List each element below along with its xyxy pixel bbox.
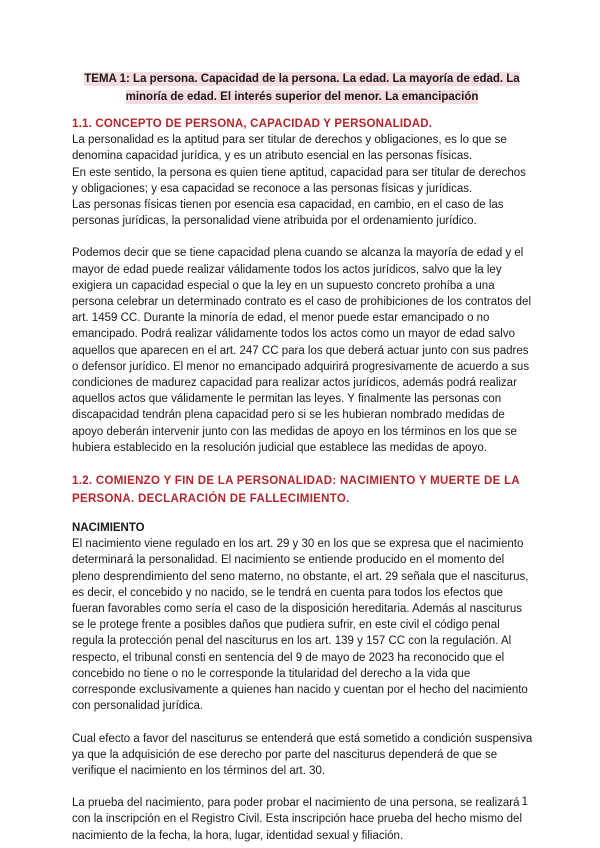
paragraph: La prueba del nacimiento, para poder probar el nacimiento de una persona, se realizará con la inscripción en el Registro Civil. Esta inscripción hace prueba del hecho mismo del nacimiento de la fecha, la hora, lugar, identidad sexual y filiación. [72, 797, 522, 842]
paragraph: La personalidad es la aptitud para ser titular de derechos y obligaciones, es lo que se denomina capacidad jurídica, y es un atributo esencial en las personas físicas. [72, 134, 507, 163]
section-heading-1-2: 1.2. COMIENZO Y FIN DE LA PERSONALIDAD: NACIMIENTO Y MUERTE DE LA PERSONA. DECLARACIÓN DE FALLECIMIENTO. [72, 475, 520, 506]
title-highlight: TEMA 1: La persona. Capacidad de la persona. La edad. La mayoría de edad. La minoría de edad. El interés superior del menor. La emancipación [84, 73, 520, 103]
paragraph: El nacimiento viene regulado en los art. 29 y 30 en los que se expresa que el nacimiento determinará la personalidad. El nacimiento se entiende producido en el momento del pleno desprendimiento del seno materno, no obstante, el art. 29 señala que el nasciturus, es decir, el concebido y no nacido, se le tendrá en cuenta para todos los efectos que fueran favorables como sería el caso de la disposición hereditaria. Además al nasciturus se le protege frente a posibles daños que pudiera sufrir, en este civil el código penal regula la protección penal del nasciturus en los art. 139 y 157 CC con la regulación. Al respecto, el tribunal consti en sentencia del 9 de mayo de 2023 ha reconocido que el concebido no tiene o no le corresponde la titularidad del derecho a la vida que corresponde exclusivamente a quienes han nacido y cuentan por el hecho del nacimiento con personalidad jurídica. [72, 538, 529, 713]
paragraph: En este sentido, la persona es quien tiene aptitud, capacidad para ser titular de derechos y obligaciones; y esa capacidad se reconoce a las personas físicas y jurídicas. [72, 166, 526, 195]
document-body [72, 116, 534, 844]
paragraph: Podemos decir que se tiene capacidad plena cuando se alcanza la mayoría de edad y el mayor de edad puede realizar válidamente todos los actos jurídicos, salvo que la ley exigiera un capacidad especial o que la ley en un supuesto concreto prohíba a una persona celebrar un determinado contrato es el caso de prohibiciones de los contratos del art. 1459 CC. Durante la minoría de edad, el menor puede estar emancipado o no emancipado. Podrá realizar válidamente todos los actos como un mayor de edad salvo aquellos que aparecen en el art. 247 CC para los que deberá actuar junto con sus padres o defensor jurídico. El menor no emancipado adquirirá progresivamente de acuerdo a sus condiciones de madurez capacidad para realizar actos jurídicos, además podrá realizar aquellos actos que válidamente le permitan las leyes. Y finalmente las personas con discapacidad tendrán plena capacidad pero si se les hubieran nombrado medidas de apoyo deberán intervenir junto con las medidas de apoyo en los términos en los que se hubiera establecido en la resolución judicial que establece las medidas de apoyo. [72, 247, 532, 454]
paragraph: Cual efecto a favor del nasciturus se entenderá que está sometido a condición suspensiva ya que la adquisición de ese derecho por parte del nasciturus dependerá de que se verifique el nacimiento en los términos del art. 30. [72, 732, 533, 777]
section-heading-1-1: 1.1. CONCEPTO DE PERSONA, CAPACIDAD Y PERSONALIDAD. [72, 118, 433, 130]
subheading-nacimiento: NACIMIENTO [72, 522, 145, 535]
page-number: 1 [521, 796, 528, 808]
document-title [72, 70, 532, 106]
paragraph: Las personas físicas tienen por esencia esa capacidad, en cambio, en el caso de las personas jurídicas, la personalidad viene atribuida por el ordenamiento jurídico. [72, 199, 504, 228]
